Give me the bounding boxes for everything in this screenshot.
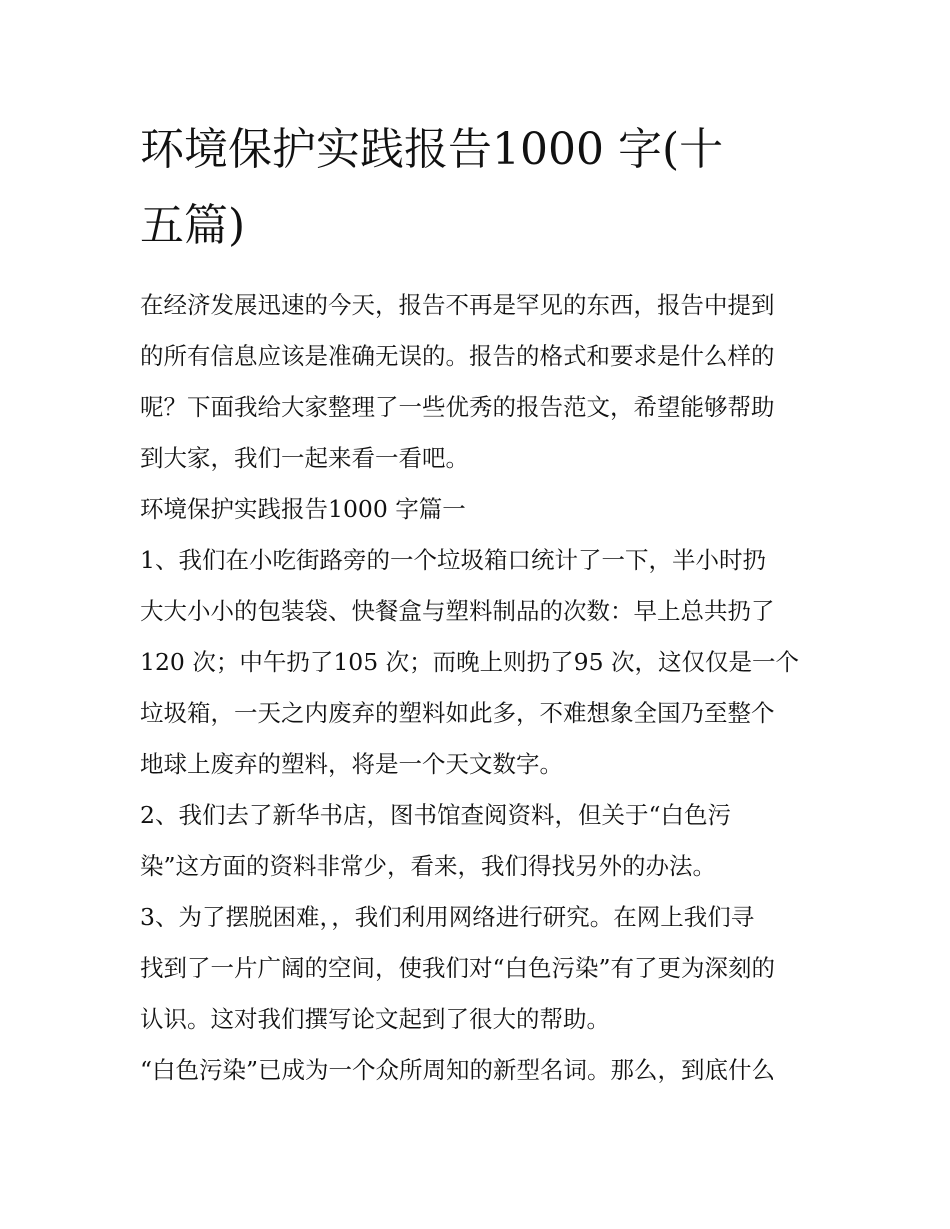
body-line: 认识。这对我们撰写论文起到了很大的帮助。 [140,1005,610,1033]
body-line: 1、我们在小吃街路旁的一个垃圾箱口统计了一下，半小时扔 [140,546,766,574]
document-title [140,112,820,264]
body-line: 在经济发展迅速的今天，报告不再是罕见的东西，报告中提到 [140,291,775,319]
body-line: 大大小小的包装袋、快餐盒与塑料制品的次数：早上总共扔了 [140,597,775,625]
body-line: 120 次；中午扔了105 次；而晚上则扔了95 次，这仅仅是一个 [140,648,800,676]
document-body [140,280,812,1096]
body-line: 找到了一片广阔的空间，使我们对“白色污染”有了更为深刻的 [140,954,776,982]
title-line-1: 环境保护实践报告1000 字(十 [140,124,724,175]
body-line: 2、我们去了新华书店，图书馆查阅资料，但关于“白色污 [140,801,731,829]
body-line: 3、为了摆脱困难，，我们利用网络进行研究。在网上我们寻 [140,903,755,931]
body-line: “白色污染”已成为一个众所周知的新型名词。那么，到底什么 [140,1056,776,1084]
body-line: 染”这方面的资料非常少，看来，我们得找另外的办法。 [140,852,717,880]
body-line: 到大家，我们一起来看一看吧。 [140,444,469,472]
body-line: 呢？下面我给大家整理了一些优秀的报告范文，希望能够帮助 [140,393,775,421]
section-heading: 环境保护实践报告1000 字篇一 [140,495,466,523]
body-line: 垃圾箱，一天之内废弃的塑料如此多，不难想象全国乃至整个 [140,699,775,727]
body-line: 的所有信息应该是准确无误的。报告的格式和要求是什么样的 [140,342,775,370]
title-line-2: 五篇) [140,200,246,251]
body-line: 地球上废弃的塑料，将是一个天文数字。 [140,750,563,778]
